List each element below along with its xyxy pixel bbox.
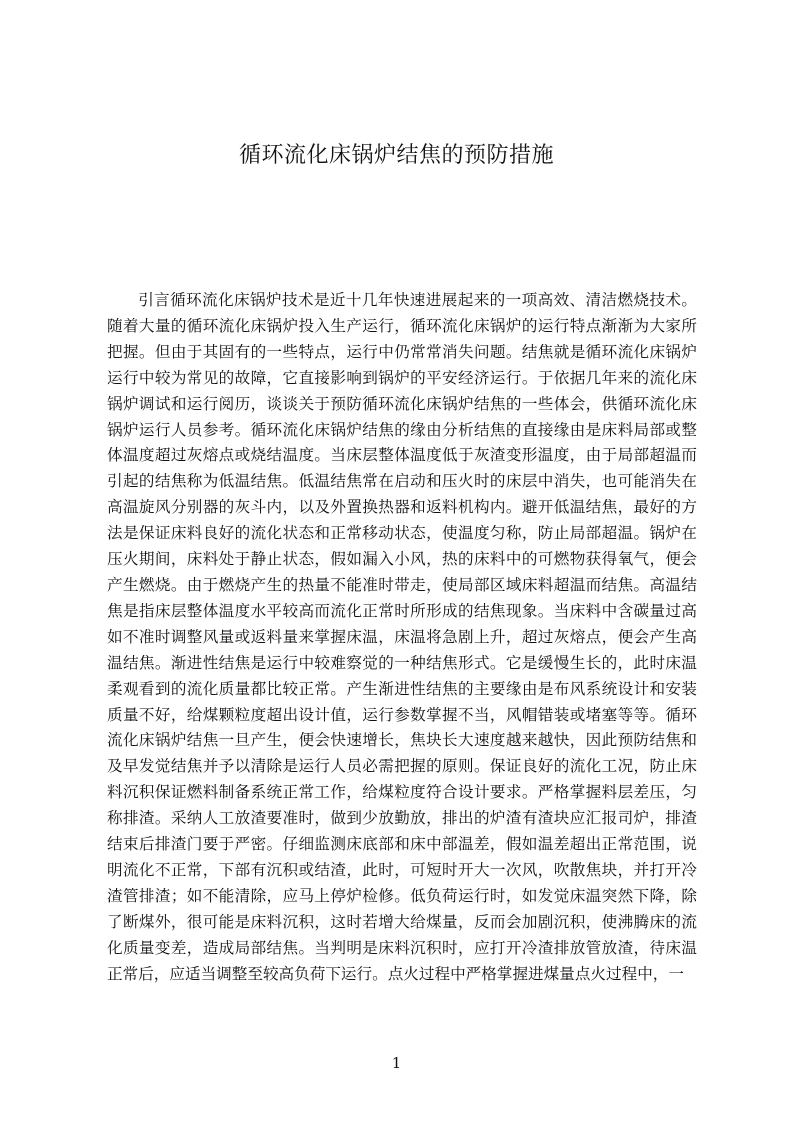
page-number: 1: [391, 1054, 402, 1072]
body-paragraph: 引言循环流化床锅炉技术是近十几年快速进展起来的一项高效、清洁燃烧技术。随着大量的循环流化床锅炉投入生产运行，循环流化床锅炉的运行特点渐渐为大家所把握。但由于其固有的一些特点，运行中仍常常消失问题。结焦就是循环流化床锅炉运行中较为常见的故障，它直接影响到锅炉的平安经济运行。于依据几年来的流化床锅炉调试和运行阅历，谈谈关于预防循环流化床锅炉结焦的一些体会，供循环流化床锅炉运行人员参考。循环流化床锅炉结焦的缘由分析结焦的直接缘由是床料局部或整体温度超过灰熔点或烧结温度。当床层整体温度低于灰渣变形温度，由于局部超温而引起的结焦称为低温结焦。低温结焦常在启动和压火时的床层中消失，也可能消失在高温旋风分别器的灰斗内，以及外置换热器和返料机构内。避开低温结焦，最好的方法是保证床料良好的流化状态和正常移动状态，使温度匀称，防止局部超温。锅炉在压火期间，床料处于静止状态，假如漏入小风，热的床料中的可燃物获得氧气，便会产生燃烧。由于燃烧产生的热量不能准时带走，使局部区域床料超温而结焦。高温结焦是指床层整体温度水平较高而流化正常时所形成的结焦现象。当床料中含碳量过高如不准时调整风量或返料量来掌握床温，床温将急剧上升，超过灰熔点，便会产生高温结焦。渐进性结焦是运行中较难察觉的一种结焦形式。它是缓慢生长的，此时床温柔观看到的流化质量都比较正常。产生渐进性结焦的主要缘由是布风系统设计和安装质量不好，给煤颗粒度超出设计值，运行参数掌握不当，风帽错装或堵塞等等。循环流化床锅炉结焦一旦产生，便会快速增长，焦块长大速度越来越快，因此预防结焦和及早发觉结焦并予以清除是运行人员必需把握的原则。保证良好的流化工况，防止床料沉积保证燃料制备系统正常工作，给煤粒度符合设计要求。严格掌握料层差压，匀称排渣。采纳人工放渣要准时，做到少放勤放，排出的炉渣有渣块应汇报司炉，排渣结束后排渣门要于严密。仔细监测床底部和床中部温差，假如温差超出正常范围，说明流化不正常，下部有沉积或结渣，此时，可短时开大一次风，吹散焦块，并打开冷渣管排渣；如不能清除，应马上停炉检修。低负荷运行时，如发觉床温突然下降，除了断煤外，很可能是床料沉积，这时若增大给煤量，反而会加剧沉积，使沸腾床的流化质量变差，造成局部结焦。当判明是床料沉积时，应打开冷渣排放管放渣，待床温正常后，应适当调整至较高负荷下运行。点火过程中严格掌握进煤量点火过程中，一: [107, 291, 697, 983]
document-title: 循环流化床锅炉结焦的预防措施: [238, 143, 554, 168]
